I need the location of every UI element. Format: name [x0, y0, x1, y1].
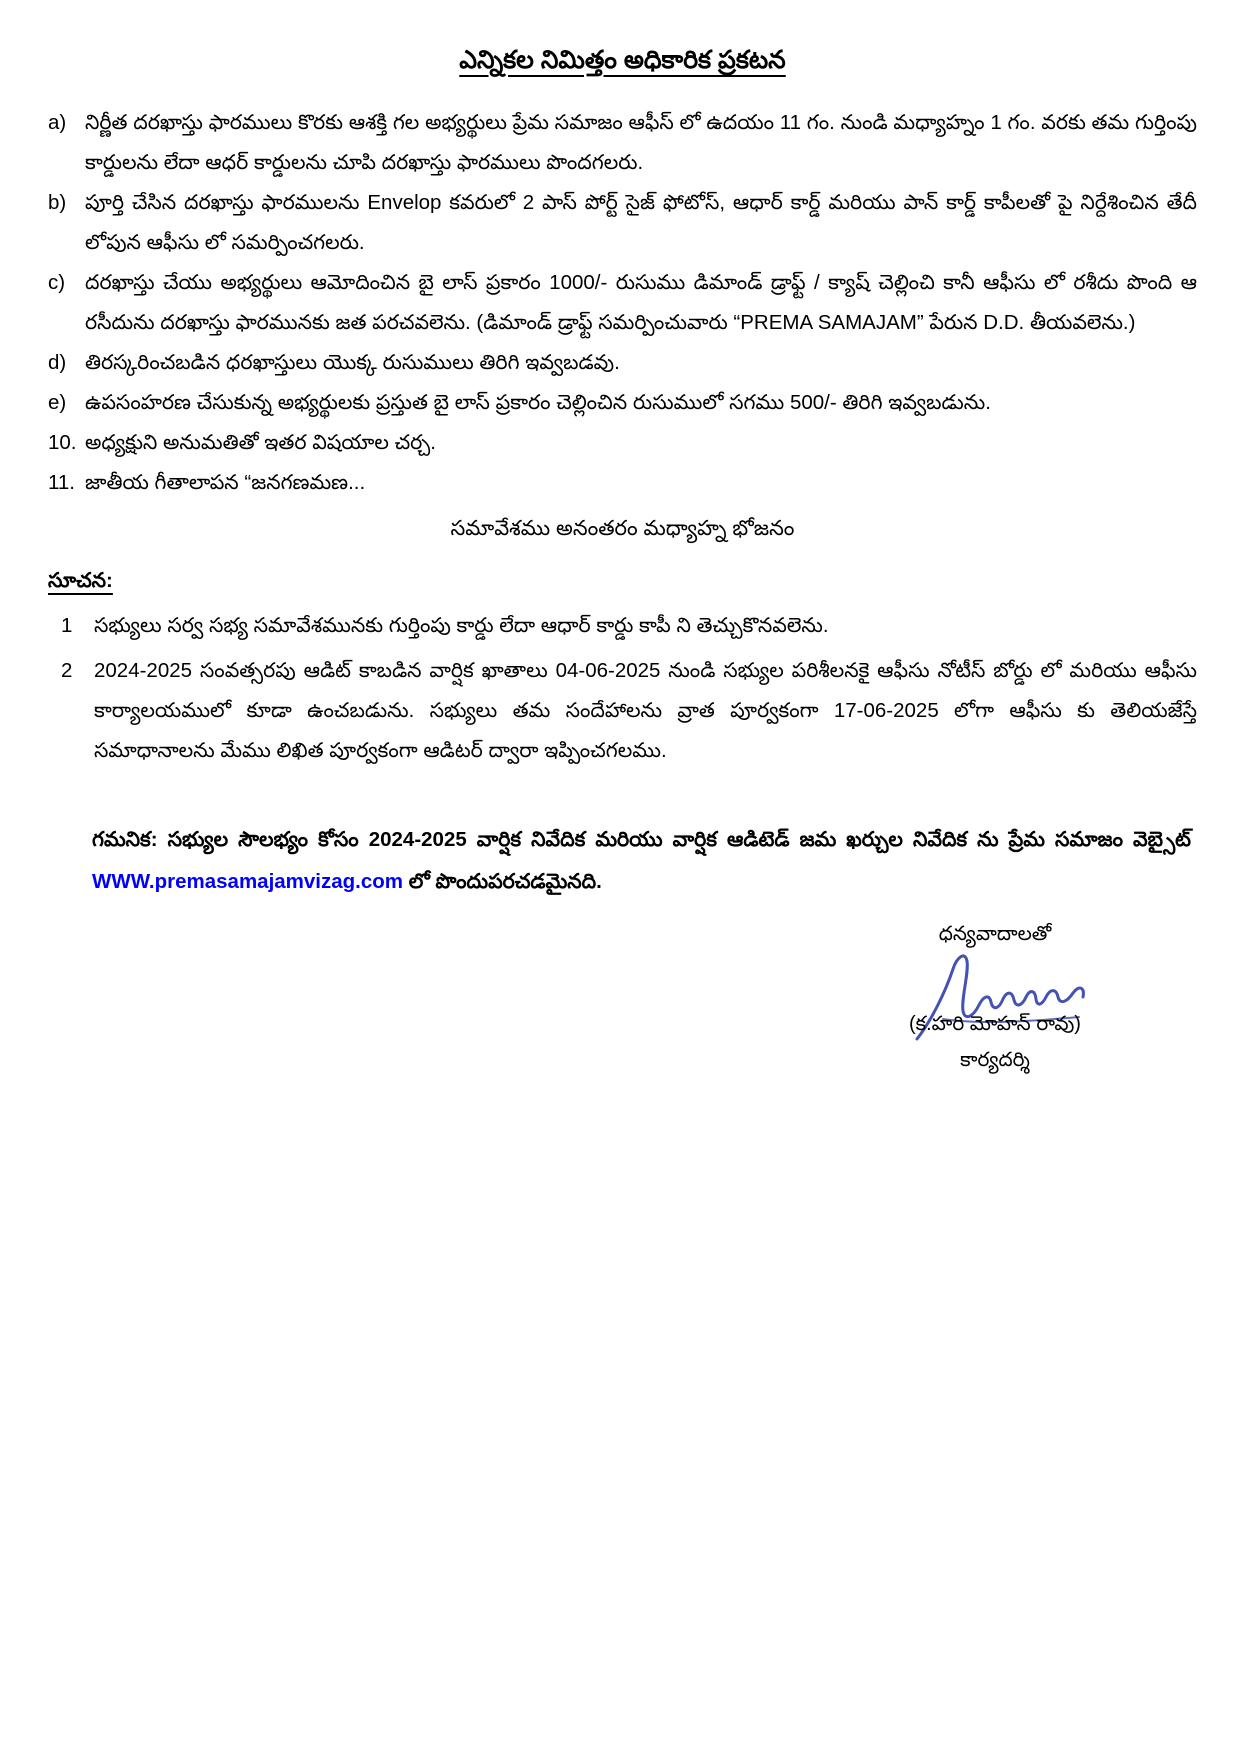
after-meeting-line: సమావేశము అనంతరం మధ్యాహ్న భోజనం	[450, 517, 795, 540]
remark-text-before: గమనిక: సభ్యుల సౌలభ్యం కోసం 2024-2025 వార్షిక నివేదిక మరియు వార్షిక ఆడిటెడ్ జమ ఖర్చుల నివేదిక ను ప్రేమ సమాజం వెబ్సైట్	[92, 828, 1191, 851]
list-item-text: దరఖాస్తు చేయు అభ్యర్థులు ఆమోదించిన బై లాస్ ప్రకారం 1000/- రుసుము డిమాండ్ డ్రాఫ్ట్ / క్యాష్ చెల్లించి కానీ ఆఫీసు లో రశీదు పొంది ఆ రసీదును దరఖాస్తు ఫారమునకు జత పరచవలెను. (డిమాండ్ డ్రాఫ్ట్ సమర్పించువారు “PREMA SAMAJAM” పేరున D.D. తీయవలెను.)	[85, 271, 1197, 334]
note-item	[48, 651, 1197, 771]
list-item-text: అధ్యక్షుని అనుమతితో ఇతర విషయాల చర్చ.	[85, 431, 436, 454]
thanks-line: ధన్యవాదాలతో	[938, 923, 1052, 945]
website-link[interactable]: WWW.premasamajamvizag.com	[92, 870, 404, 893]
list-item-label: 10.	[48, 431, 77, 454]
list-item-text: ఉపసంహరణ చేసుకున్న అభ్యర్థులకు ప్రస్తుత బై లాస్ ప్రకారం చెల్లించిన రుసుములో సగము 500/- తిరిగి ఇవ్వబడును.	[85, 391, 991, 414]
note-text: 2024-2025 సంవత్సరపు ఆడిట్ కాబడిన వార్షిక ఖాతాలు 04-06-2025 నుండి సభ్యుల పరిశీలనకై ఆఫీసు నోటీస్ బోర్డు లో మరియు ఆఫీసు కార్యాలయములో కూడా ఉంచబడును. సభ్యులు తమ సందేహాలను వ్రాత పూర్వకంగా 17-06-2025 లోగా ఆఫీసు కు తెలియజేస్తే సమాధానాలను మేము లిఖిత పూర్వకంగా ఆడిటర్ ద్వారా ఇప్పించగలము.	[94, 659, 1197, 762]
note-text: సభ్యులు సర్వ సభ్య సమావేశమునకు గుర్తింపు కార్డు లేదా ఆధార్ కార్డు కాపీ ని తెచ్చుకొనవలెను.	[94, 614, 829, 637]
list-item-text: తిరస్కరించబడిన ధరఖాస్తులు యొక్క రుసుములు తిరిగి ఇవ్వబడవు.	[85, 351, 620, 374]
notes-heading: సూచన:	[48, 569, 113, 592]
list-item-label: d)	[48, 351, 67, 374]
note-number: 2	[61, 659, 73, 682]
list-item-label: c)	[48, 271, 66, 294]
list-item	[48, 383, 1197, 423]
list-item-text: పూర్తి చేసిన దరఖాస్తు ఫారములను Envelop కవరులో 2 పాస్ పోర్ట్ సైజ్ ఫోటోస్, ఆధార్ కార్డ్ మరియు పాన్ కార్డ్ కాపీలతో పై నిర్దేశించిన తేదీ లోపున ఆఫీసు లో సమర్పించగలరు.	[85, 191, 1197, 254]
list-item-label: 11.	[48, 471, 75, 494]
list-item-text: జాతీయ గీతాలాపన “జనగణమణ...	[85, 471, 366, 494]
signatory-designation: కార్యదర్శి	[960, 1049, 1030, 1071]
signature-area	[855, 951, 1135, 1009]
list-item-label: e)	[48, 391, 67, 414]
list-item-text: నిర్ణీత దరఖాస్తు ఫారములు కొరకు ఆశక్తి గల అభ్యర్థులు ప్రేమ సమాజం ఆఫీస్ లో ఉదయం 11 గం. నుండి మధ్యాహ్నం 1 గం. వరకు తమ గుర్తింపు కార్డులను లేదా ఆధర్ కార్డులను చూపి దరఖాస్తు ఫారములు పొందగలరు.	[85, 111, 1197, 174]
note-item	[48, 606, 1197, 646]
note-number: 1	[61, 614, 73, 637]
list-item	[48, 183, 1197, 263]
list-item-label: a)	[48, 111, 67, 134]
list-item	[48, 103, 1197, 183]
list-item	[48, 343, 1197, 383]
signatory-name: (క.హరి మోహన్ రావు)	[909, 1013, 1081, 1035]
agenda-list	[48, 103, 1197, 503]
notes-list	[48, 606, 1197, 771]
list-item	[48, 463, 1197, 503]
list-item-label: b)	[48, 191, 67, 214]
remark-text-after: లో పొందుపరచడమైనది.	[403, 870, 602, 893]
signature-block	[855, 917, 1135, 1077]
remark-paragraph	[92, 819, 1197, 903]
list-item	[48, 263, 1197, 343]
page-title: ఎన్నికల నిమిత్తం అధికారిక ప్రకటన	[459, 46, 786, 74]
list-item	[48, 423, 1197, 463]
